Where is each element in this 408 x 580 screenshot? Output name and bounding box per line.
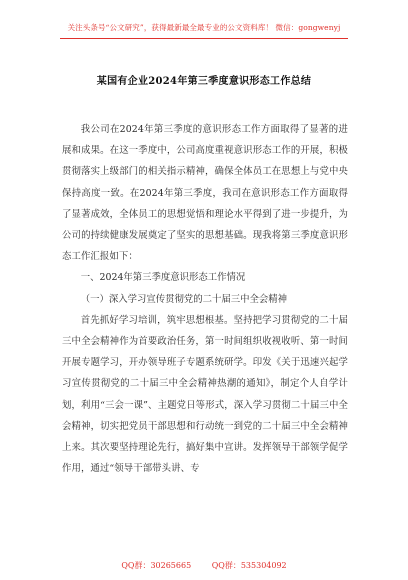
footer-contact <box>0 560 408 571</box>
subsection-heading: （一）深入学习宣传贯彻党的二十届三中全会精神 <box>80 293 288 305</box>
section-heading: 一、2024年第三季度意识形态工作情况 <box>80 272 246 284</box>
document-title: 某国有企业2024年第三季度意识形态工作总结 <box>96 76 312 87</box>
header-divider <box>60 38 348 39</box>
document-body <box>62 119 348 479</box>
subsection-paragraph: 首先抓好学习培训，筑牢思想根基。坚持把学习贯彻党的二十届三中全会精神作为首要政治任务，第一时间组织收视收听、第一时间开展专题学习，开办领导班子专题系统研学。印发《关于迅速兴起学习宣传贯彻党的二十届三中全会精神热潮的通知》，制定个人自学计划，利用“三会一课”、主题党日等形式，深入学习贯彻二十届三中全会精神，切实把党员干部思想和行动统一到党的二十届三中全会精神上来。其次要坚持理论先行，搞好集中宣讲。发挥领导干部领学促学作用，通过“领导干部带头讲、专 <box>62 314 348 475</box>
intro-paragraph: 我公司在2024年第三季度的意识形态工作方面取得了显著的进展和成果。在这一季度中，公司高度重视意识形态工作的开展，积极贯彻落实上级部门的相关指示精神，确保全体员工在思想上与党中央保持高度一致。在2024年第三季度，我司在意识形态工作方面取得了显著成效，全体员工的思想觉悟和理论水平得到了进一步提升，为公司的持续健康发展奠定了坚实的思想基础。现我将第三季度意识形态工作汇报如下： <box>62 124 348 263</box>
footer-qq-group-1: QQ群：30265665 <box>121 561 192 570</box>
footer-qq-group-2: QQ群：535304092 <box>211 561 287 570</box>
header-banner: 关注头条号“公文研究”，获得最新最全最专业的公文资料库！ 微信：gongwenyj <box>67 23 341 32</box>
